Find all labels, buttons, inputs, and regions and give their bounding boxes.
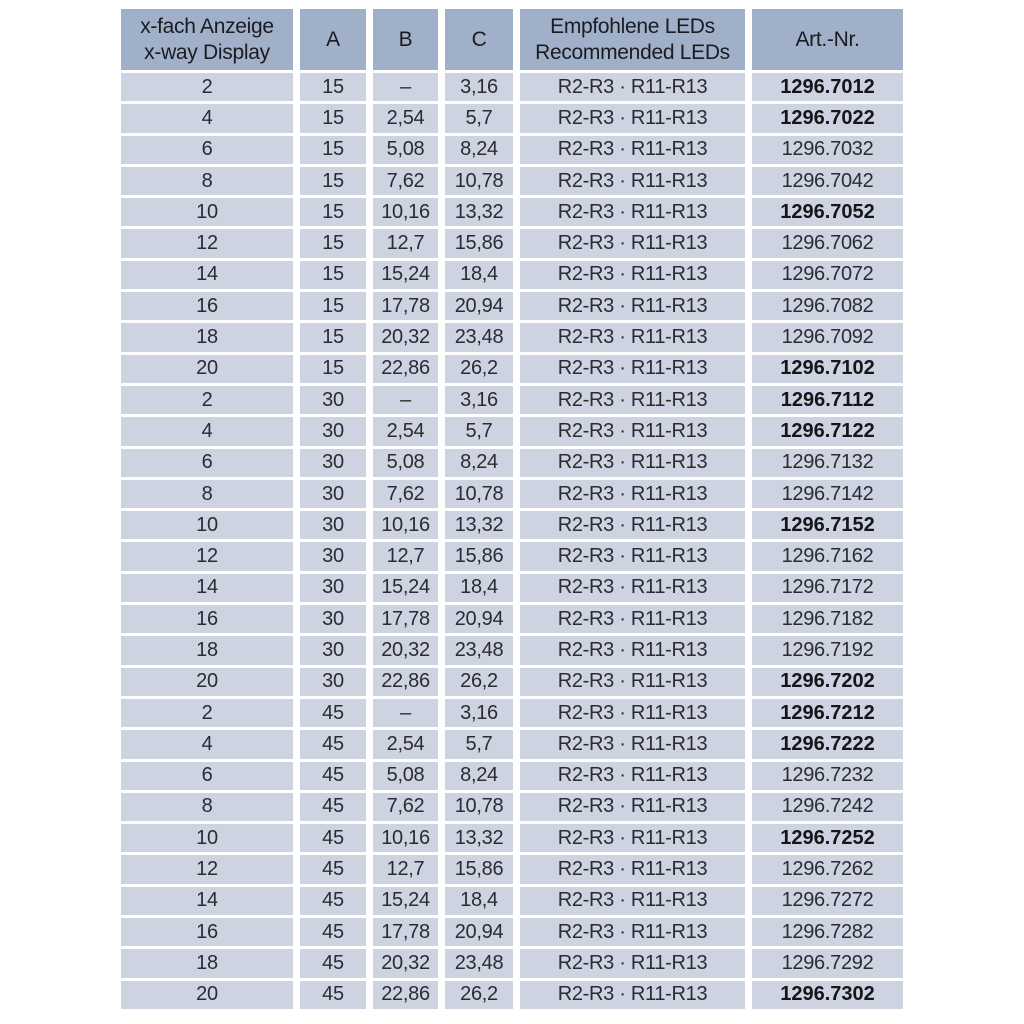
cell-leds: R2-R3 · R11-R13 (520, 323, 745, 351)
cell-art-nr: 1296.7252 (752, 824, 903, 852)
cell-leds: R2-R3 · R11-R13 (520, 104, 745, 132)
cell-display: 6 (121, 136, 293, 164)
cell-art-nr: 1296.7102 (752, 355, 903, 383)
table-row (121, 323, 903, 351)
table-row (121, 229, 903, 257)
cell-leds: R2-R3 · R11-R13 (520, 981, 745, 1009)
cell-display: 20 (121, 668, 293, 696)
table-row (121, 136, 903, 164)
cell-display: 12 (121, 855, 293, 883)
col-header-display-line2: x-way Display (144, 40, 270, 64)
cell-leds: R2-R3 · R11-R13 (520, 699, 745, 727)
cell-c: 10,78 (445, 480, 513, 508)
cell-art-nr: 1296.7112 (752, 386, 903, 414)
cell-c: 5,7 (445, 730, 513, 758)
col-header-display (121, 9, 293, 70)
table-row (121, 762, 903, 790)
cell-art-nr: 1296.7162 (752, 542, 903, 570)
cell-b: 20,32 (373, 949, 438, 977)
cell-b: 12,7 (373, 229, 438, 257)
cell-art-nr: 1296.7172 (752, 574, 903, 602)
cell-a: 45 (300, 793, 366, 821)
cell-display: 16 (121, 918, 293, 946)
cell-art-nr: 1296.7222 (752, 730, 903, 758)
cell-a: 30 (300, 449, 366, 477)
cell-a: 15 (300, 261, 366, 289)
cell-b: 12,7 (373, 855, 438, 883)
cell-b: 2,54 (373, 417, 438, 445)
cell-display: 2 (121, 699, 293, 727)
cell-b: 7,62 (373, 167, 438, 195)
cell-c: 3,16 (445, 73, 513, 101)
cell-art-nr: 1296.7212 (752, 699, 903, 727)
table-row (121, 668, 903, 696)
table-row (121, 449, 903, 477)
cell-art-nr: 1296.7232 (752, 762, 903, 790)
cell-leds: R2-R3 · R11-R13 (520, 136, 745, 164)
cell-c: 18,4 (445, 887, 513, 915)
table-row (121, 855, 903, 883)
cell-b: 22,86 (373, 981, 438, 1009)
led-spec-table (114, 6, 910, 1012)
table-row (121, 793, 903, 821)
cell-a: 30 (300, 511, 366, 539)
cell-art-nr: 1296.7132 (752, 449, 903, 477)
cell-display: 16 (121, 292, 293, 320)
cell-c: 5,7 (445, 104, 513, 132)
col-header-b: B (373, 9, 438, 70)
cell-a: 45 (300, 949, 366, 977)
cell-b: 5,08 (373, 449, 438, 477)
cell-art-nr: 1296.7012 (752, 73, 903, 101)
cell-display: 10 (121, 511, 293, 539)
cell-leds: R2-R3 · R11-R13 (520, 542, 745, 570)
cell-leds: R2-R3 · R11-R13 (520, 855, 745, 883)
cell-c: 26,2 (445, 355, 513, 383)
cell-art-nr: 1296.7052 (752, 198, 903, 226)
cell-b: 12,7 (373, 542, 438, 570)
cell-display: 14 (121, 261, 293, 289)
cell-c: 13,32 (445, 511, 513, 539)
cell-art-nr: 1296.7122 (752, 417, 903, 445)
cell-display: 6 (121, 449, 293, 477)
cell-leds: R2-R3 · R11-R13 (520, 386, 745, 414)
table-row (121, 730, 903, 758)
cell-b: 20,32 (373, 323, 438, 351)
cell-a: 45 (300, 887, 366, 915)
cell-a: 30 (300, 542, 366, 570)
cell-a: 45 (300, 762, 366, 790)
cell-a: 30 (300, 605, 366, 633)
cell-c: 10,78 (445, 793, 513, 821)
cell-b: 7,62 (373, 793, 438, 821)
table-body (121, 73, 903, 1009)
cell-display: 20 (121, 355, 293, 383)
cell-leds: R2-R3 · R11-R13 (520, 167, 745, 195)
cell-leds: R2-R3 · R11-R13 (520, 355, 745, 383)
cell-leds: R2-R3 · R11-R13 (520, 887, 745, 915)
cell-c: 18,4 (445, 574, 513, 602)
cell-display: 4 (121, 104, 293, 132)
cell-art-nr: 1296.7042 (752, 167, 903, 195)
cell-leds: R2-R3 · R11-R13 (520, 824, 745, 852)
cell-display: 12 (121, 229, 293, 257)
cell-b: 22,86 (373, 355, 438, 383)
table-row (121, 167, 903, 195)
col-header-leds-line2: Recommended LEDs (535, 40, 730, 64)
col-header-c: C (445, 9, 513, 70)
table-row (121, 480, 903, 508)
cell-c: 3,16 (445, 386, 513, 414)
cell-a: 45 (300, 699, 366, 727)
cell-c: 13,32 (445, 824, 513, 852)
cell-b: – (373, 699, 438, 727)
table-row (121, 949, 903, 977)
cell-art-nr: 1296.7302 (752, 981, 903, 1009)
cell-a: 30 (300, 386, 366, 414)
table-row (121, 355, 903, 383)
header-row (121, 9, 903, 70)
cell-b: 20,32 (373, 636, 438, 664)
cell-a: 45 (300, 918, 366, 946)
table-row (121, 699, 903, 727)
cell-leds: R2-R3 · R11-R13 (520, 511, 745, 539)
cell-c: 15,86 (445, 855, 513, 883)
cell-b: 2,54 (373, 730, 438, 758)
cell-b: 17,78 (373, 918, 438, 946)
cell-leds: R2-R3 · R11-R13 (520, 261, 745, 289)
cell-art-nr: 1296.7182 (752, 605, 903, 633)
cell-a: 30 (300, 636, 366, 664)
table-row (121, 887, 903, 915)
cell-leds: R2-R3 · R11-R13 (520, 574, 745, 602)
cell-a: 45 (300, 824, 366, 852)
table-row (121, 261, 903, 289)
cell-b: – (373, 386, 438, 414)
cell-leds: R2-R3 · R11-R13 (520, 198, 745, 226)
cell-leds: R2-R3 · R11-R13 (520, 417, 745, 445)
cell-art-nr: 1296.7072 (752, 261, 903, 289)
cell-display: 18 (121, 636, 293, 664)
cell-display: 2 (121, 386, 293, 414)
table-row (121, 198, 903, 226)
cell-leds: R2-R3 · R11-R13 (520, 449, 745, 477)
cell-c: 18,4 (445, 261, 513, 289)
col-header-art-nr: Art.-Nr. (752, 9, 903, 70)
cell-c: 26,2 (445, 668, 513, 696)
cell-leds: R2-R3 · R11-R13 (520, 636, 745, 664)
cell-a: 45 (300, 981, 366, 1009)
cell-c: 8,24 (445, 762, 513, 790)
cell-b: 17,78 (373, 292, 438, 320)
cell-b: – (373, 73, 438, 101)
cell-c: 15,86 (445, 229, 513, 257)
cell-display: 4 (121, 417, 293, 445)
table-row (121, 292, 903, 320)
cell-display: 20 (121, 981, 293, 1009)
cell-c: 3,16 (445, 699, 513, 727)
cell-a: 15 (300, 73, 366, 101)
cell-c: 15,86 (445, 542, 513, 570)
table-row (121, 104, 903, 132)
cell-c: 8,24 (445, 449, 513, 477)
cell-b: 17,78 (373, 605, 438, 633)
cell-b: 15,24 (373, 574, 438, 602)
cell-leds: R2-R3 · R11-R13 (520, 918, 745, 946)
cell-art-nr: 1296.7082 (752, 292, 903, 320)
cell-display: 18 (121, 323, 293, 351)
cell-b: 5,08 (373, 762, 438, 790)
cell-art-nr: 1296.7092 (752, 323, 903, 351)
cell-c: 23,48 (445, 323, 513, 351)
cell-c: 5,7 (445, 417, 513, 445)
table-row (121, 605, 903, 633)
cell-art-nr: 1296.7032 (752, 136, 903, 164)
cell-art-nr: 1296.7192 (752, 636, 903, 664)
cell-a: 30 (300, 417, 366, 445)
cell-a: 15 (300, 292, 366, 320)
cell-display: 14 (121, 574, 293, 602)
cell-art-nr: 1296.7292 (752, 949, 903, 977)
table-row (121, 918, 903, 946)
table-row (121, 636, 903, 664)
cell-b: 10,16 (373, 824, 438, 852)
cell-art-nr: 1296.7152 (752, 511, 903, 539)
cell-b: 15,24 (373, 887, 438, 915)
cell-c: 10,78 (445, 167, 513, 195)
cell-display: 8 (121, 793, 293, 821)
cell-c: 8,24 (445, 136, 513, 164)
cell-a: 30 (300, 574, 366, 602)
cell-c: 20,94 (445, 605, 513, 633)
cell-display: 2 (121, 73, 293, 101)
table-row (121, 386, 903, 414)
cell-leds: R2-R3 · R11-R13 (520, 762, 745, 790)
cell-a: 15 (300, 198, 366, 226)
cell-display: 6 (121, 762, 293, 790)
cell-art-nr: 1296.7202 (752, 668, 903, 696)
cell-art-nr: 1296.7282 (752, 918, 903, 946)
cell-b: 15,24 (373, 261, 438, 289)
col-header-leds (520, 9, 745, 70)
cell-display: 10 (121, 198, 293, 226)
cell-leds: R2-R3 · R11-R13 (520, 229, 745, 257)
cell-b: 7,62 (373, 480, 438, 508)
cell-c: 26,2 (445, 981, 513, 1009)
cell-display: 10 (121, 824, 293, 852)
cell-a: 15 (300, 167, 366, 195)
cell-c: 13,32 (445, 198, 513, 226)
cell-b: 10,16 (373, 198, 438, 226)
cell-display: 14 (121, 887, 293, 915)
cell-leds: R2-R3 · R11-R13 (520, 668, 745, 696)
cell-a: 15 (300, 136, 366, 164)
cell-a: 15 (300, 355, 366, 383)
cell-c: 23,48 (445, 949, 513, 977)
cell-b: 5,08 (373, 136, 438, 164)
table-row (121, 417, 903, 445)
cell-a: 15 (300, 323, 366, 351)
table-row (121, 824, 903, 852)
cell-display: 8 (121, 480, 293, 508)
cell-b: 10,16 (373, 511, 438, 539)
cell-leds: R2-R3 · R11-R13 (520, 605, 745, 633)
cell-c: 20,94 (445, 918, 513, 946)
cell-a: 15 (300, 104, 366, 132)
cell-leds: R2-R3 · R11-R13 (520, 949, 745, 977)
cell-leds: R2-R3 · R11-R13 (520, 292, 745, 320)
table-row (121, 981, 903, 1009)
cell-c: 20,94 (445, 292, 513, 320)
col-header-display-line1: x-fach Anzeige (140, 15, 274, 39)
cell-leds: R2-R3 · R11-R13 (520, 73, 745, 101)
cell-a: 15 (300, 229, 366, 257)
cell-a: 30 (300, 668, 366, 696)
table-row (121, 574, 903, 602)
cell-art-nr: 1296.7262 (752, 855, 903, 883)
cell-b: 22,86 (373, 668, 438, 696)
table-row (121, 73, 903, 101)
cell-display: 18 (121, 949, 293, 977)
col-header-a: A (300, 9, 366, 70)
cell-art-nr: 1296.7022 (752, 104, 903, 132)
table-row (121, 542, 903, 570)
cell-display: 8 (121, 167, 293, 195)
cell-leds: R2-R3 · R11-R13 (520, 480, 745, 508)
cell-leds: R2-R3 · R11-R13 (520, 730, 745, 758)
col-header-leds-line1: Empfohlene LEDs (550, 15, 715, 39)
cell-a: 45 (300, 855, 366, 883)
cell-art-nr: 1296.7142 (752, 480, 903, 508)
cell-a: 30 (300, 480, 366, 508)
cell-leds: R2-R3 · R11-R13 (520, 793, 745, 821)
cell-display: 4 (121, 730, 293, 758)
cell-b: 2,54 (373, 104, 438, 132)
cell-a: 45 (300, 730, 366, 758)
cell-c: 23,48 (445, 636, 513, 664)
cell-display: 12 (121, 542, 293, 570)
cell-art-nr: 1296.7272 (752, 887, 903, 915)
cell-display: 16 (121, 605, 293, 633)
cell-art-nr: 1296.7062 (752, 229, 903, 257)
table-row (121, 511, 903, 539)
cell-art-nr: 1296.7242 (752, 793, 903, 821)
